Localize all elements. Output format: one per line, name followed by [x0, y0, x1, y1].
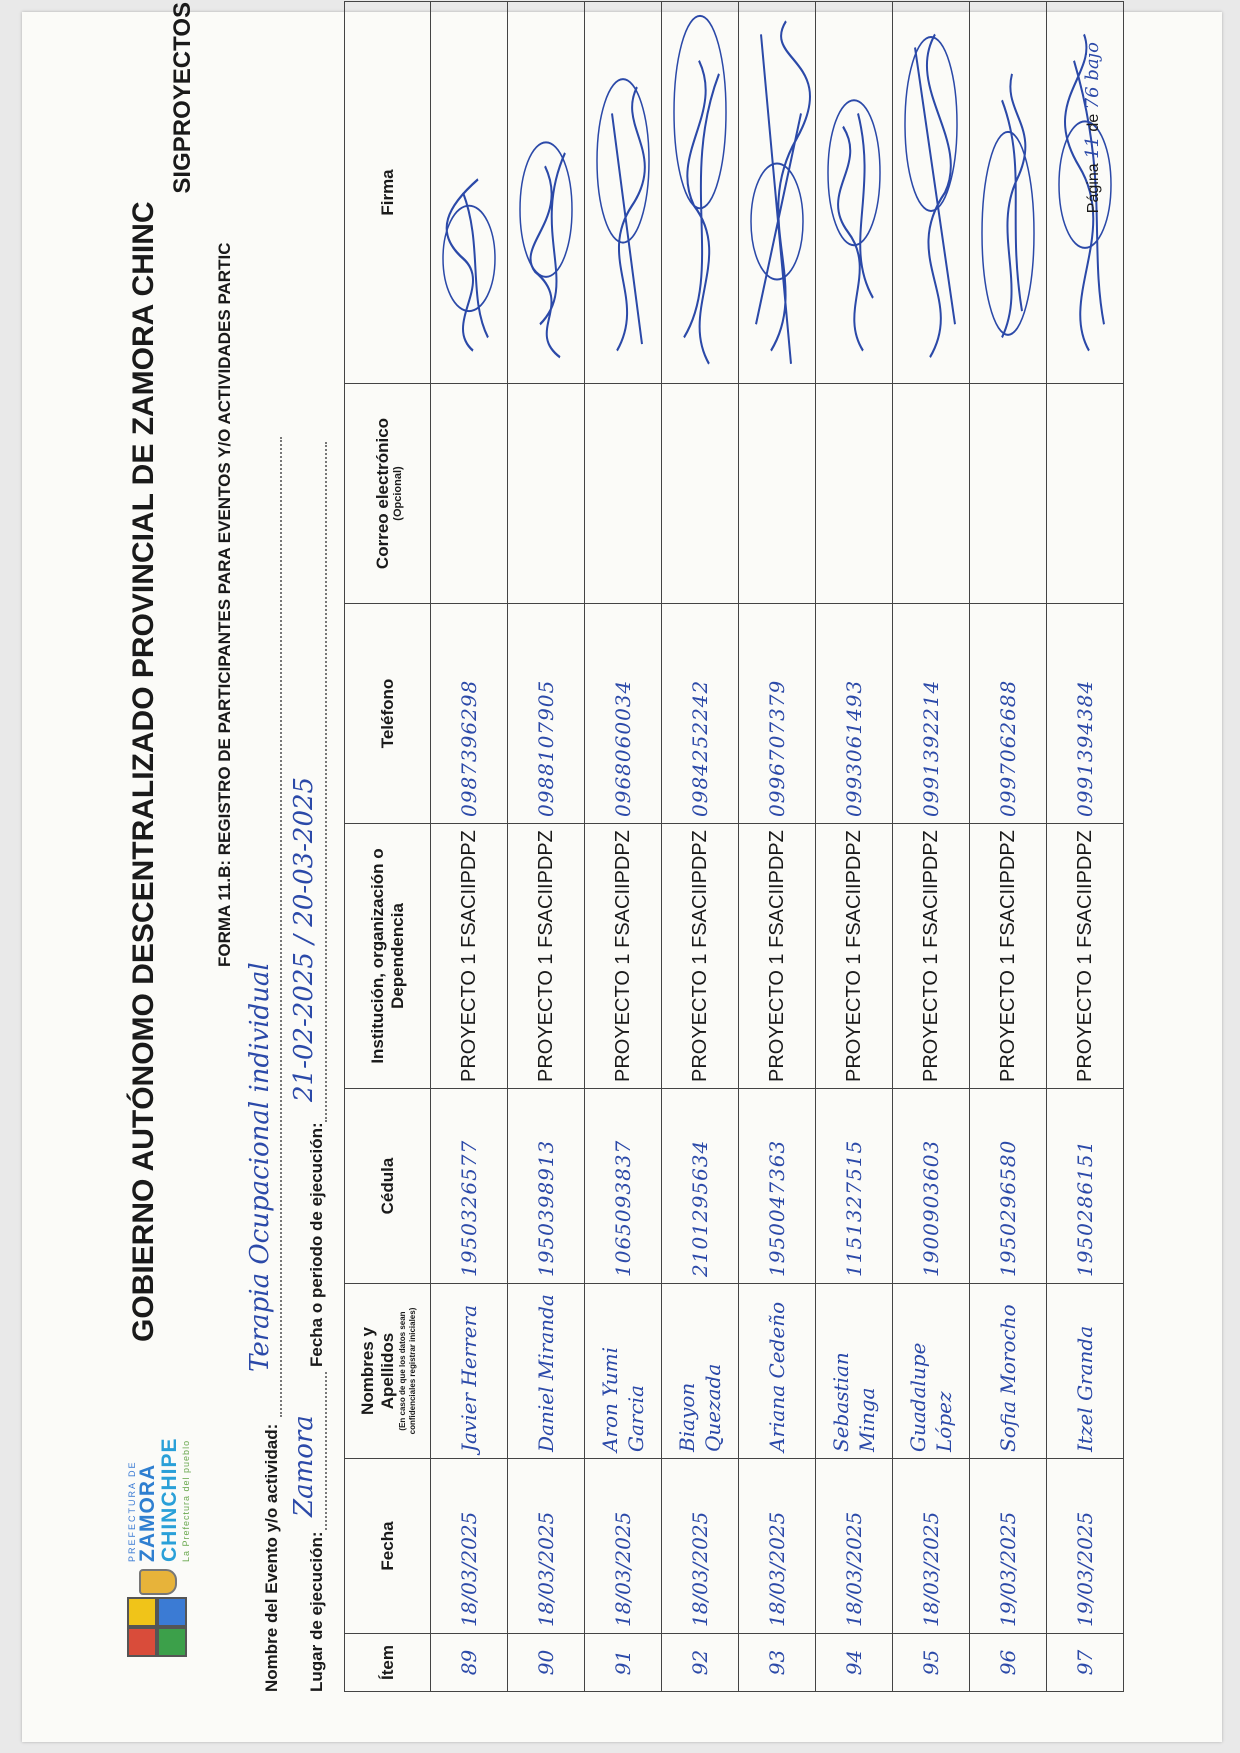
- col-header-nombres: [345, 1284, 431, 1459]
- row-institucion: PROYECTO 1 FSACIIPDPZ: [431, 824, 508, 1089]
- page-of: de: [1085, 113, 1102, 132]
- row-item: 97: [1047, 1634, 1124, 1692]
- row-firma: [508, 2, 585, 384]
- row-firma: [662, 2, 739, 384]
- table-row: [970, 2, 1047, 1692]
- col-header-cedula: Cédula: [345, 1089, 431, 1284]
- col-header-correo: [345, 384, 431, 604]
- row-telefono: 0984252242: [662, 604, 739, 824]
- row-correo: [585, 384, 662, 604]
- signature-scribble: [664, 8, 736, 377]
- logo-name-zamora: ZAMORA: [136, 1463, 159, 1562]
- row-fecha: 18/03/2025: [816, 1459, 893, 1634]
- row-telefono: 0996707379: [739, 604, 816, 824]
- table-row: [816, 2, 893, 1692]
- row-cedula: 2101295634: [662, 1089, 739, 1284]
- period-label: Fecha o periodo de ejecución:: [307, 1122, 326, 1367]
- signature-scribble: [587, 8, 659, 377]
- page-total: 76 bajo: [1082, 42, 1103, 110]
- form-title: FORMA 11.B: REGISTRO DE PARTICIPANTES PARA EVENTOS Y/O ACTIVIDADES PARTIC: [215, 242, 234, 967]
- table-row: [1047, 2, 1124, 1692]
- logo-text: [127, 1362, 191, 1562]
- table-row: [585, 2, 662, 1692]
- row-nombre: Daniel Miranda: [508, 1284, 585, 1459]
- row-cedula: 1950326577: [431, 1089, 508, 1284]
- table-header-row: [345, 2, 431, 1692]
- event-name-value: Terapia Ocupacional individual: [245, 962, 275, 1372]
- row-nombre: Ariana Cedeño: [739, 1284, 816, 1459]
- row-telefono: 0993061493: [816, 604, 893, 824]
- row-institucion: PROYECTO 1 FSACIIPDPZ: [585, 824, 662, 1089]
- period-line: [324, 442, 327, 1122]
- row-nombre: Aron Yumi Garcia: [585, 1284, 662, 1459]
- place-label: Lugar de ejecución:: [307, 1531, 326, 1692]
- col-header-correo-label: Correo electrónico: [372, 417, 392, 570]
- row-correo: [970, 384, 1047, 604]
- row-correo: [893, 384, 970, 604]
- row-nombre: Biayon Quezada: [662, 1284, 739, 1459]
- prefectura-logo: [127, 1567, 199, 1657]
- col-header-telefono: Teléfono: [345, 604, 431, 824]
- row-correo: [508, 384, 585, 604]
- participants-table: [344, 1, 1124, 1692]
- col-header-fecha: Fecha: [345, 1459, 431, 1634]
- scanned-page: [22, 2, 1222, 1742]
- rotated-form: [107, 2, 1107, 1702]
- row-item: 91: [585, 1634, 662, 1692]
- row-institucion: PROYECTO 1 FSACIIPDPZ: [893, 824, 970, 1089]
- row-fecha: 18/03/2025: [662, 1459, 739, 1634]
- row-fecha: 18/03/2025: [739, 1459, 816, 1634]
- row-institucion: PROYECTO 1 FSACIIPDPZ: [816, 824, 893, 1089]
- row-telefono: 0997062688: [970, 604, 1047, 824]
- col-header-nombres-note: (En caso de que los datos sean confidenciales registrar iniciales): [397, 1307, 417, 1435]
- place-value: Zamora: [289, 1415, 319, 1517]
- row-nombre: Itzel Granda: [1047, 1284, 1124, 1459]
- col-header-firma: Firma: [345, 2, 431, 384]
- row-fecha: 19/03/2025: [1047, 1459, 1124, 1634]
- signature-scribble: [741, 8, 813, 377]
- col-header-item: Ítem: [345, 1634, 431, 1692]
- signature-scribble: [433, 8, 505, 377]
- table-body: [431, 2, 1124, 1692]
- row-cedula: 1950398913: [508, 1089, 585, 1284]
- row-nombre: Sebastian Minga: [816, 1284, 893, 1459]
- row-cedula: 1065093837: [585, 1089, 662, 1284]
- logo-tagline: La Prefectura del pueblo: [181, 1439, 191, 1562]
- signature-scribble: [510, 8, 582, 377]
- logo-name-chinchipe: CHINCHIPE: [158, 1437, 181, 1562]
- page-current: 11: [1082, 136, 1103, 159]
- row-cedula: 1950047363: [739, 1089, 816, 1284]
- row-item: 94: [816, 1634, 893, 1692]
- row-cedula: 1950286151: [1047, 1089, 1124, 1284]
- table-row: [662, 2, 739, 1692]
- table-row: [739, 2, 816, 1692]
- row-fecha: 18/03/2025: [585, 1459, 662, 1634]
- row-firma: [893, 2, 970, 384]
- row-telefono: 0988107905: [508, 604, 585, 824]
- row-cedula: 1950296580: [970, 1089, 1047, 1284]
- signature-scribble: [818, 8, 890, 377]
- row-cedula: 1151327515: [816, 1089, 893, 1284]
- table-row: [893, 2, 970, 1692]
- row-telefono: 0991394384: [1047, 604, 1124, 824]
- col-header-institucion: Institución, organización o Dependencia: [345, 824, 431, 1089]
- row-firma: [970, 2, 1047, 384]
- row-nombre: Guadalupe López: [893, 1284, 970, 1459]
- row-firma: [816, 2, 893, 384]
- row-fecha: 18/03/2025: [431, 1459, 508, 1634]
- period-value: 21-02-2025 / 20-03-2025: [289, 776, 319, 1102]
- row-institucion: PROYECTO 1 FSACIIPDPZ: [970, 824, 1047, 1089]
- table-row: [431, 2, 508, 1692]
- logo-top-text: PREFECTURA DE: [127, 1460, 137, 1562]
- row-correo: [816, 384, 893, 604]
- row-item: 96: [970, 1634, 1047, 1692]
- row-nombre: Sofia Morocho: [970, 1284, 1047, 1459]
- row-item: 89: [431, 1634, 508, 1692]
- table-row: [508, 2, 585, 1692]
- row-correo: [662, 384, 739, 604]
- row-correo: [1047, 384, 1124, 604]
- row-fecha: 18/03/2025: [893, 1459, 970, 1634]
- row-cedula: 1900903603: [893, 1089, 970, 1284]
- row-firma: [431, 2, 508, 384]
- page-number: [1082, 42, 1103, 213]
- row-item: 90: [508, 1634, 585, 1692]
- row-item: 93: [739, 1634, 816, 1692]
- signature-scribble: [895, 8, 967, 377]
- row-item: 95: [893, 1634, 970, 1692]
- row-correo: [431, 384, 508, 604]
- row-fecha: 18/03/2025: [508, 1459, 585, 1634]
- document-subtitle: SIGPROYECTOS: [169, 2, 196, 194]
- signature-scribble: [972, 8, 1044, 377]
- row-firma: [585, 2, 662, 384]
- row-telefono: 0987396298: [431, 604, 508, 824]
- row-correo: [739, 384, 816, 604]
- row-firma: [739, 2, 816, 384]
- row-item: 92: [662, 1634, 739, 1692]
- event-name-label: Nombre del Evento y/o actividad:: [262, 1423, 281, 1692]
- row-institucion: PROYECTO 1 FSACIIPDPZ: [1047, 824, 1124, 1089]
- row-nombre: Javier Herrera: [431, 1284, 508, 1459]
- row-telefono: 0991392214: [893, 604, 970, 824]
- page-label: Página: [1085, 163, 1102, 214]
- row-institucion: PROYECTO 1 FSACIIPDPZ: [662, 824, 739, 1089]
- row-institucion: PROYECTO 1 FSACIIPDPZ: [739, 824, 816, 1089]
- col-header-nombres-label: Nombres y Apellidos: [357, 1327, 397, 1415]
- document-title: GOBIERNO AUTÓNOMO DESCENTRALIZADO PROVINCIAL DE ZAMORA CHINC: [127, 201, 160, 1342]
- row-institucion: PROYECTO 1 FSACIIPDPZ: [508, 824, 585, 1089]
- place-line: [324, 1372, 327, 1530]
- row-telefono: 0968060034: [585, 604, 662, 824]
- col-header-correo-note: (Opcional): [391, 466, 404, 521]
- event-name-line: [279, 437, 282, 1417]
- row-fecha: 19/03/2025: [970, 1459, 1047, 1634]
